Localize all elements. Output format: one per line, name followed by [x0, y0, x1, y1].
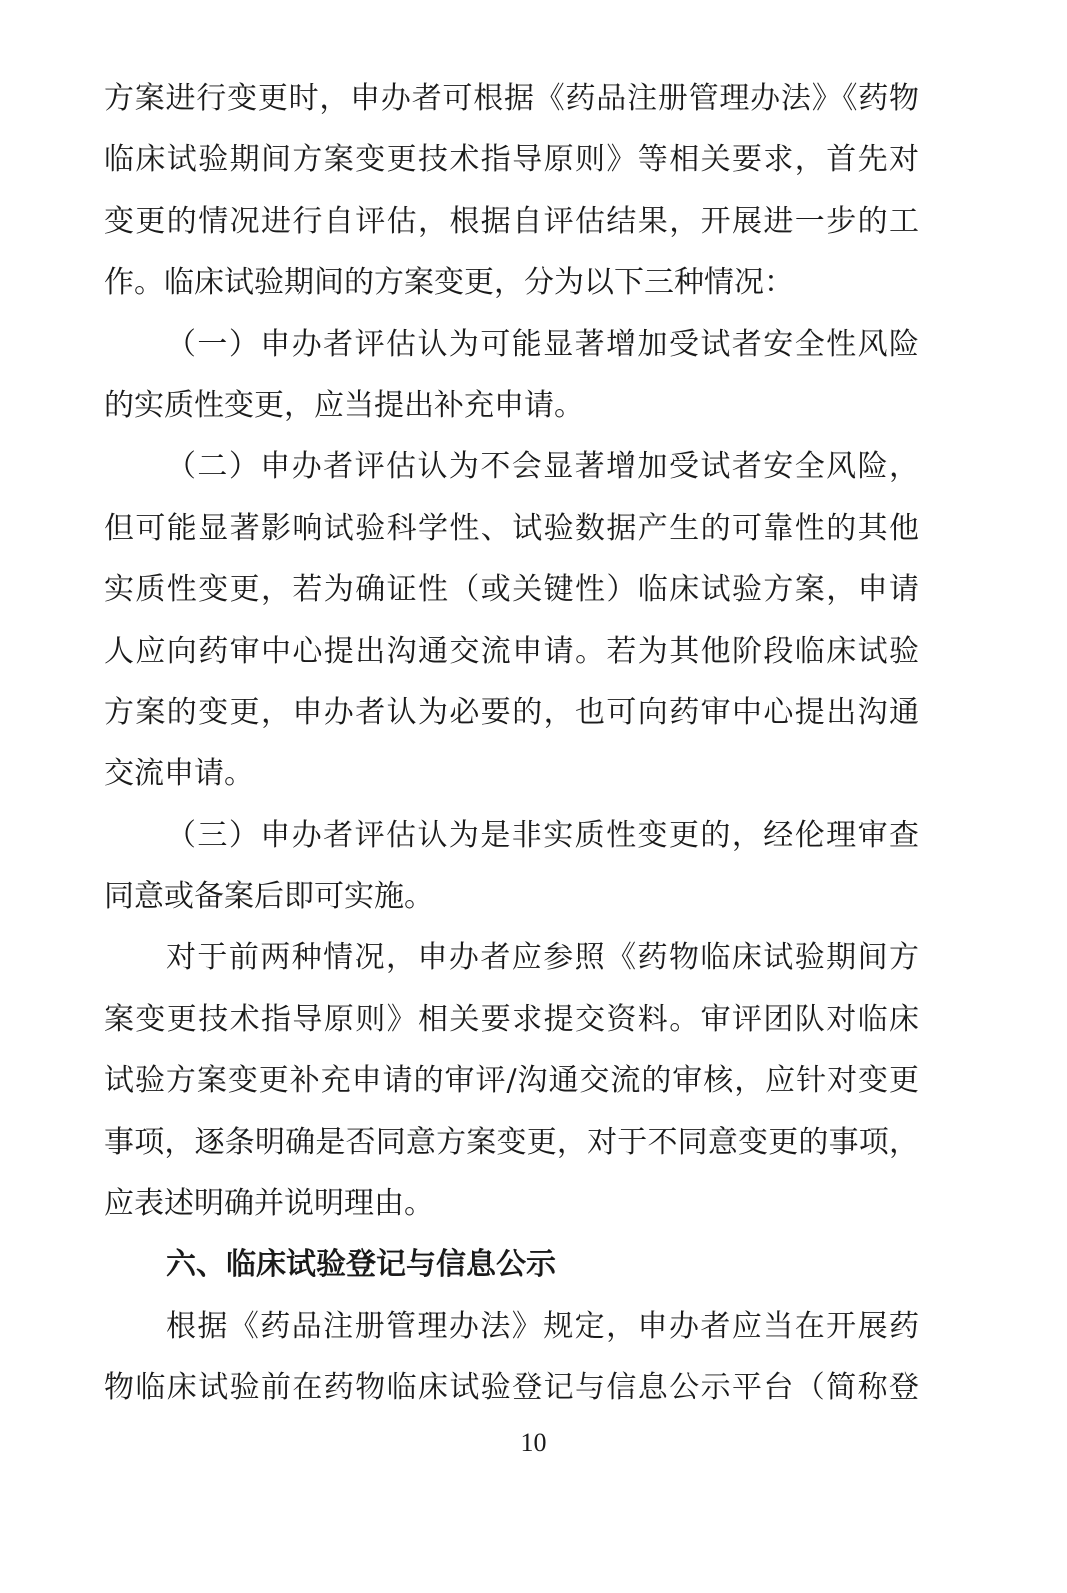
text-line: 的实质性变更，应当提出补充申请。 — [104, 387, 584, 423]
text-line: 方案的变更，申办者认为必要的，也可向药审中心提出沟通 — [104, 694, 919, 730]
text-line: 临床试验期间方案变更技术指导原则》等相关要求，首先对 — [104, 142, 919, 178]
text-line: 对于前两种情况，申办者应参照《药物临床试验期间方 — [166, 940, 919, 976]
section-heading: 六、临床试验登记与信息公示 — [166, 1247, 556, 1283]
text-line: 案变更技术指导原则》相关要求提交资料。审评团队对临床 — [104, 1001, 919, 1037]
text-line: 试验方案变更补充申请的审评/沟通交流的审核，应针对变更 — [104, 1063, 919, 1099]
text-line: 根据《药品注册管理办法》规定，申办者应当在开展药 — [166, 1308, 919, 1344]
page-number: 10 — [520, 1428, 547, 1457]
text-line: 物临床试验前在药物临床试验登记与信息公示平台（简称登 — [104, 1370, 919, 1406]
text-line: 作。临床试验期间的方案变更，分为以下三种情况： — [104, 265, 794, 301]
text-line: （一）申办者评估认为可能显著增加受试者安全性风险 — [166, 326, 919, 362]
text-line: 事项，逐条明确是否同意方案变更，对于不同意变更的事项， — [104, 1124, 919, 1160]
text-line: 方案进行变更时，申办者可根据《药品注册管理办法》《药物 — [104, 81, 919, 116]
text-line: 但可能显著影响试验科学性、试验数据产生的可靠性的其他 — [104, 510, 919, 546]
text-line: 实质性变更，若为确证性（或关键性）临床试验方案，申请 — [104, 572, 919, 608]
text-line: 人应向药审中心提出沟通交流申请。若为其他阶段临床试验 — [104, 633, 919, 669]
text-line: 交流申请。 — [104, 756, 254, 792]
text-line: （三）申办者评估认为是非实质性变更的，经伦理审查 — [166, 817, 919, 853]
body-text — [104, 68, 919, 1419]
text-line: 同意或备案后即可实施。 — [104, 879, 434, 915]
text-line: 应表述明确并说明理由。 — [104, 1186, 434, 1222]
text-line: （二）申办者评估认为不会显著增加受试者安全风险， — [166, 449, 919, 485]
text-line: 变更的情况进行自评估，根据自评估结果，开展进一步的工 — [104, 203, 919, 239]
